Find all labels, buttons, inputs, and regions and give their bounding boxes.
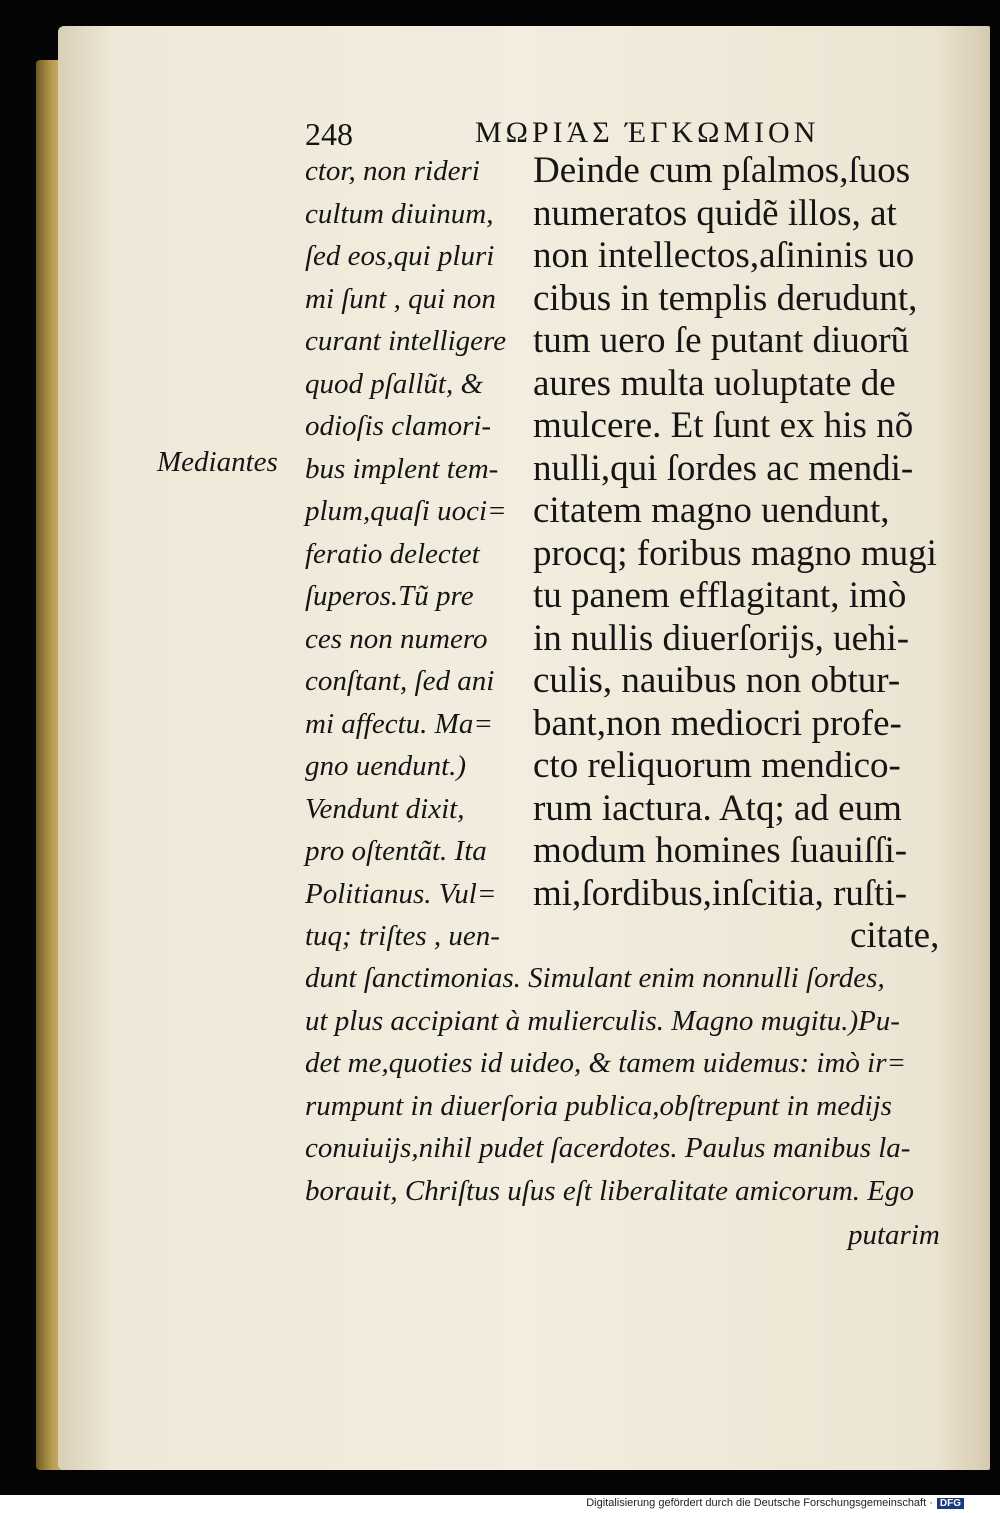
- margin-gloss: Mediantes: [157, 446, 278, 478]
- commentary-line: tuq; triſtes , uen-: [305, 920, 500, 952]
- commentary-wide-line: borauit, Chriſtus uſus eſt liberalitate amicorum. Ego: [305, 1174, 914, 1207]
- commentary-line: ctor, non rideri: [305, 155, 480, 187]
- running-head: ΜΩΡΙΆΣ ΈΓΚΩΜΙΟΝ: [475, 116, 820, 149]
- main-text-line: nulli,qui ſordes ac mendi-: [533, 447, 914, 489]
- commentary-wide-line: rumpunt in diuerſoria publica,obſtrepunt in medijs: [305, 1089, 892, 1122]
- main-text-last-word: citate,: [850, 915, 940, 956]
- commentary-wide-line: dunt ſanctimonias. Simulant enim nonnulli ſordes,: [305, 962, 885, 994]
- main-text-line: rum iactura. Atq; ad eum: [533, 787, 902, 829]
- commentary-line: feratio delectet: [305, 537, 480, 570]
- main-text-line: cibus in templis derudunt,: [533, 277, 918, 319]
- main-text-line: non intellectos,aſininis uo: [533, 235, 915, 276]
- commentary-wide-line: det me,quoties id uideo, & tamem uidemus: imò ir=: [305, 1047, 907, 1079]
- main-text-line: in nullis diuerſorijs, uehi-: [533, 617, 910, 659]
- commentary-line: cultum diuinum,: [305, 197, 494, 230]
- commentary-line: Politianus. Vul=: [305, 877, 497, 910]
- commentary-line: pro oſtentãt. Ita: [305, 835, 487, 867]
- main-text-line: Deinde cum pſalmos,ſuos: [533, 150, 911, 191]
- dfg-logo: DFG: [937, 1498, 964, 1509]
- commentary-line: ſuperos.Tũ pre: [305, 580, 474, 612]
- main-text-line: tum uero ſe putant diuorũ: [533, 320, 910, 361]
- commentary-line: gno uendunt.): [305, 750, 467, 782]
- main-text-line: procq; foribus magno mugi: [533, 532, 937, 574]
- main-text-line: numeratos quidẽ illos, at: [533, 192, 897, 234]
- main-text-line: bant,non mediocri profe-: [533, 702, 902, 744]
- main-text-line: citatem magno uendunt,: [533, 490, 890, 531]
- commentary-line: ſed eos,qui pluri: [305, 240, 495, 272]
- main-text-line: modum homines ſuauiſſi-: [533, 830, 908, 871]
- credit-text: Digitalisierung gefördert durch die Deutsche Forschungsgemeinschaft ·: [586, 1497, 933, 1509]
- catchword: putarim: [848, 1219, 940, 1251]
- commentary-line: quod pſallũt, &: [305, 367, 484, 400]
- commentary-line: odioſis clamori-: [305, 410, 492, 442]
- commentary-line: ces non numero: [305, 622, 488, 655]
- main-text-line: cto reliquorum mendico-: [533, 745, 901, 786]
- main-text-line: culis, nauibus non obtur-: [533, 660, 901, 701]
- commentary-wide-line: ut plus accipiant à mulierculis. Magno mugitu.)Pu-: [305, 1004, 900, 1037]
- main-text-line: mi,ſordibus,inſcitia, ruſti-: [533, 872, 908, 914]
- commentary-wide-line: conuiuijs,nihil pudet ſacerdotes. Paulus manibus la-: [305, 1132, 911, 1164]
- commentary-line: plum,quaſi uoci=: [305, 495, 507, 527]
- page-number: 248: [305, 116, 353, 152]
- commentary-line: Vendunt dixit,: [305, 792, 465, 825]
- commentary-line: bus implent tem-: [305, 452, 499, 485]
- main-text-line: aures multa uoluptate de: [533, 362, 896, 404]
- main-text-line: tu panem efflagitant, imò: [533, 575, 907, 616]
- commentary-line: curant intelligere: [305, 325, 507, 357]
- commentary-line: conſtant, ſed ani: [305, 665, 495, 697]
- digitization-credit: [586, 1497, 964, 1509]
- main-text-line: mulcere. Et ſunt ex his nõ: [533, 405, 914, 446]
- commentary-line: mi affectu. Ma=: [305, 707, 493, 740]
- commentary-line: mi ſunt , qui non: [305, 282, 496, 315]
